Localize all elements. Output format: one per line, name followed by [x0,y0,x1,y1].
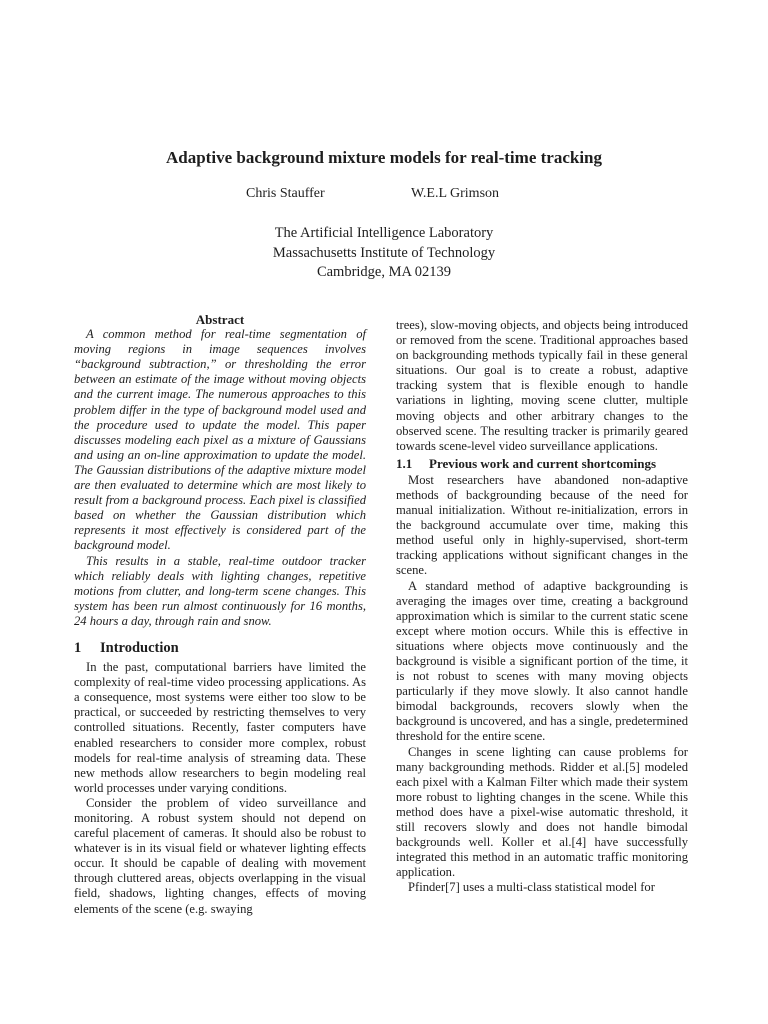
section-title: Introduction [100,639,179,656]
subsection-number: 1.1 [396,455,413,471]
abstract-paragraph: A common method for real-time segmentation of moving regions in image sequences involves “background subtraction,” or thresholding the error between an estimate of the image without moving objects and the current image. The numerous approaches to this problem differ in the type of background model used and the procedure used to update the model. This paper discusses modeling each pixel as a mixture of Gaussians and using an on-line approximation to update the model. The Gaussian distributions of the adaptive mixture model are then evaluated to determine which are most likely to result from a background process. Each pixel is classified based on whether the Gaussian distribution which represents it most effectively is considered part of the background model. [74,327,366,553]
body-paragraph: Consider the problem of video surveillance and monitoring. A robust system should not depend on careful placement of cameras. It should also be robust to whatever is in its visual field or whatever lighting effects occur. It should be capable of dealing with movement through cluttered areas, objects overlapping in the visual field, shadows, lighting changes, effects of moving elements of the scene (e.g. swaying [74,795,366,916]
body-paragraph: A standard method of adaptive backgrounding is averaging the images over time, creating a background approximation which is similar to the current static scene except where motion occurs. While this is effective in situations where objects move continuously and the background is visible a significant portion of the time, it is not robust to scenes with many moving objects particularly if they move slowly. It also cannot handle bimodal backgrounds, recovers slowly when the background is uncovered, and has a single, predetermined threshold for the entire scene. [396,578,689,744]
section-heading-introduction [74,641,366,656]
affiliation-line: The Artificial Intelligence Laboratory [274,225,494,241]
subsection-heading-previous-work [396,456,688,471]
affiliation-line: Massachusetts Institute of Technology [272,245,496,261]
subsection-title: Previous work and current shortcomings [429,455,657,471]
body-paragraph: In the past, computational barriers have limited the complexity of real-time video processing applications. As a consequence, most systems were either too slow to be practical, or succeeded by restricting themselves to very controlled situations. Recently, faster computers have enabled researchers to consider more complex, robust models for real-time analysis of streaming data. These new methods allow researchers to begin modeling real world processes under varying conditions. [74,660,366,795]
paper-title: Adaptive background mixture models for real-time tracking [166,148,602,167]
author-name: Chris Stauffer [246,186,325,201]
section-number: 1 [74,639,82,656]
abstract-paragraph: This results in a stable, real-time outdoor tracker which reliably deals with lighting changes, repetitive motions from clutter, and long-term scene changes. This system has been run almost continuously for 16 months, 24 hours a day, through rain and snow. [74,553,366,628]
affiliation-line: Cambridge, MA 02139 [316,264,452,280]
right-column [396,318,688,895]
left-column [74,312,366,917]
author-name: W.E.L Grimson [411,186,500,201]
body-paragraph: Pfinder[7] uses a multi-class statistical model for [408,880,655,895]
abstract-heading: Abstract [195,312,245,327]
body-paragraph: Changes in scene lighting can cause problems for many backgrounding methods. Ridder et al.[5] modeled each pixel with a Kalman Filter which made their system more robust to lighting changes in the scene. While this method does have a pixel-wise automatic threshold, it still recovers slowly and does not handle bimodal backgrounds well. Koller et al.[4] have successfully integrated this method in an automatic traffic monitoring application. [396,744,688,880]
body-paragraph-continued: trees), slow-moving objects, and objects being introduced or removed from the scene. Traditional approaches based on backgrounding methods typically fail in these general situations. Our goal is to create a robust, adaptive tracking system that is flexible enough to handle variations in lighting, moving scene clutter, multiple moving objects and other arbitrary changes to the observed scene. The resulting tracker is primarily geared towards scene-level video surveillance applications. [396,318,688,453]
body-paragraph: Most researchers have abandoned non-adaptive methods of backgrounding because of the need for manual initialization. Without re-initialization, errors in the background accumulate over time, making this method useful only in highly-supervised, short-term tracking applications without significant changes in the scene. [396,472,688,578]
abstract-section [74,312,366,629]
